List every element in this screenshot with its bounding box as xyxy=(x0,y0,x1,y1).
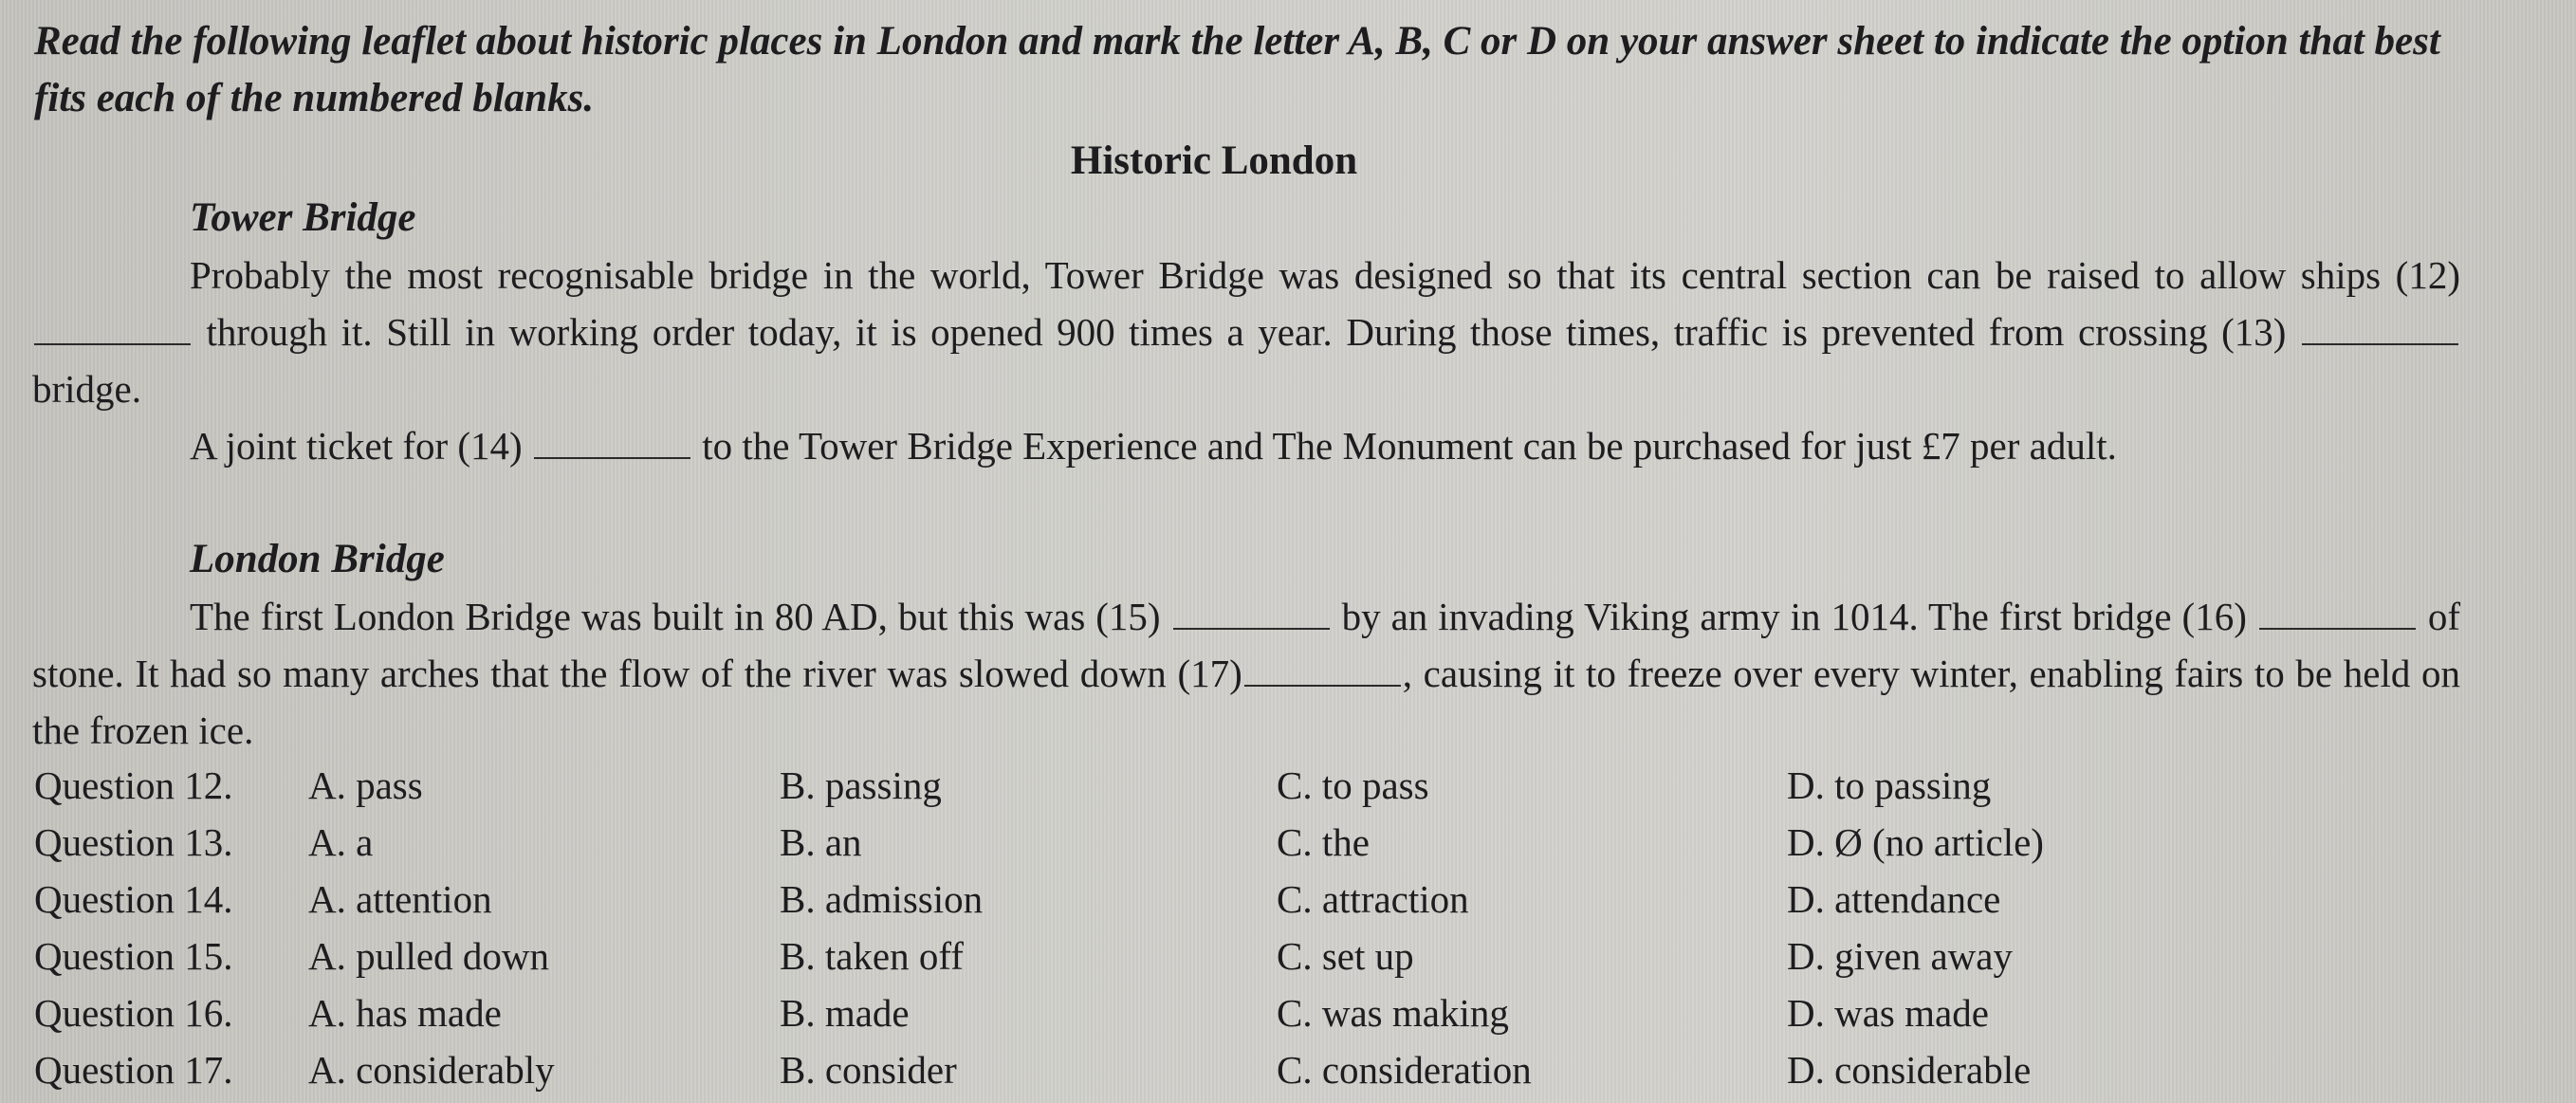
leaflet-title: Historic London xyxy=(1070,138,1358,183)
section-heading-tower-bridge: Tower Bridge xyxy=(190,195,416,240)
paragraph-text: A joint ticket for (14) xyxy=(190,424,532,468)
option-c: C. the xyxy=(1277,820,1370,864)
option-d: D. was made xyxy=(1787,991,1989,1035)
option-a: A. considerably xyxy=(308,1048,555,1092)
option-d: D. given away xyxy=(1787,934,2013,978)
question-row-12 xyxy=(34,757,2462,814)
option-c: C. was making xyxy=(1277,991,1509,1035)
paragraph-text: , causing it to freeze over every winter, enabling fairs to be held on the frozen ice. xyxy=(32,652,2460,752)
option-b: B. an xyxy=(780,820,862,864)
option-a: A. pulled down xyxy=(308,934,549,978)
paragraph-text: The first London Bridge was built in 80 AD, but this was (15) xyxy=(190,595,1171,638)
paragraph-tower-bridge-2 xyxy=(32,417,2460,474)
section-heading-london-bridge: London Bridge xyxy=(190,537,445,581)
option-c: C. consideration xyxy=(1277,1048,1532,1092)
paragraph-text: of stone. It had so many arches that the flow of the river was slowed down (17) xyxy=(32,595,2461,695)
option-b: B. admission xyxy=(780,877,984,921)
question-label: Question 17. xyxy=(34,1048,233,1092)
question-label: Question 12. xyxy=(34,763,233,807)
option-c: C. to pass xyxy=(1277,763,1429,807)
question-row-13 xyxy=(34,814,2462,871)
question-label: Question 14. xyxy=(34,877,233,921)
paragraph-text: by an invading Viking army in 1014. The first bridge (16) xyxy=(1331,595,2257,638)
option-a: A. attention xyxy=(308,877,492,921)
paragraph-tower-bridge-1 xyxy=(32,247,2460,417)
option-b: B. made xyxy=(780,991,910,1035)
option-a: A. has made xyxy=(308,991,502,1035)
option-b: B. consider xyxy=(780,1048,957,1092)
blank-13 xyxy=(2302,309,2458,345)
question-row-15 xyxy=(34,928,2462,984)
paragraph-text: through it. Still in working order today, it is opened 900 times a year. During those times, traffic is prevented from crossing (13) xyxy=(193,310,2300,354)
blank-15 xyxy=(1173,594,1330,630)
option-d: D. attendance xyxy=(1787,877,2001,921)
paragraph-text: bridge. xyxy=(32,367,141,411)
option-a: A. pass xyxy=(308,763,423,807)
blank-12 xyxy=(34,309,191,345)
option-d: D. considerable xyxy=(1787,1048,2032,1092)
blank-16 xyxy=(2259,594,2416,630)
option-b: B. passing xyxy=(780,763,942,807)
option-c: C. attraction xyxy=(1277,877,1469,921)
option-b: B. taken off xyxy=(780,934,964,978)
option-d: D. Ø (no article) xyxy=(1787,820,2044,864)
blank-17 xyxy=(1244,651,1401,687)
option-a: A. a xyxy=(308,820,374,864)
question-row-17 xyxy=(34,1041,2462,1098)
question-row-16 xyxy=(34,984,2462,1041)
option-c: C. set up xyxy=(1277,934,1414,978)
question-label: Question 13. xyxy=(34,820,233,864)
paragraph-text: to the Tower Bridge Experience and The Monument can be purchased for just £7 per adult. xyxy=(691,424,2117,468)
question-label: Question 15. xyxy=(34,934,233,978)
paragraph-text: Probably the most recognisable bridge in the world, Tower Bridge was designed so that its central section can be raised to allow ships (12) xyxy=(190,253,2460,297)
paragraph-london-bridge xyxy=(32,588,2460,759)
question-label: Question 16. xyxy=(34,991,233,1035)
instruction-text: Read the following leaflet about historic places in London and mark the letter A, B, C or D on your answer sheet to indicate the option that best fits each of the numbered blanks. xyxy=(34,19,2440,120)
blank-14 xyxy=(534,423,690,459)
option-d: D. to passing xyxy=(1787,763,1992,807)
question-row-14 xyxy=(34,871,2462,928)
